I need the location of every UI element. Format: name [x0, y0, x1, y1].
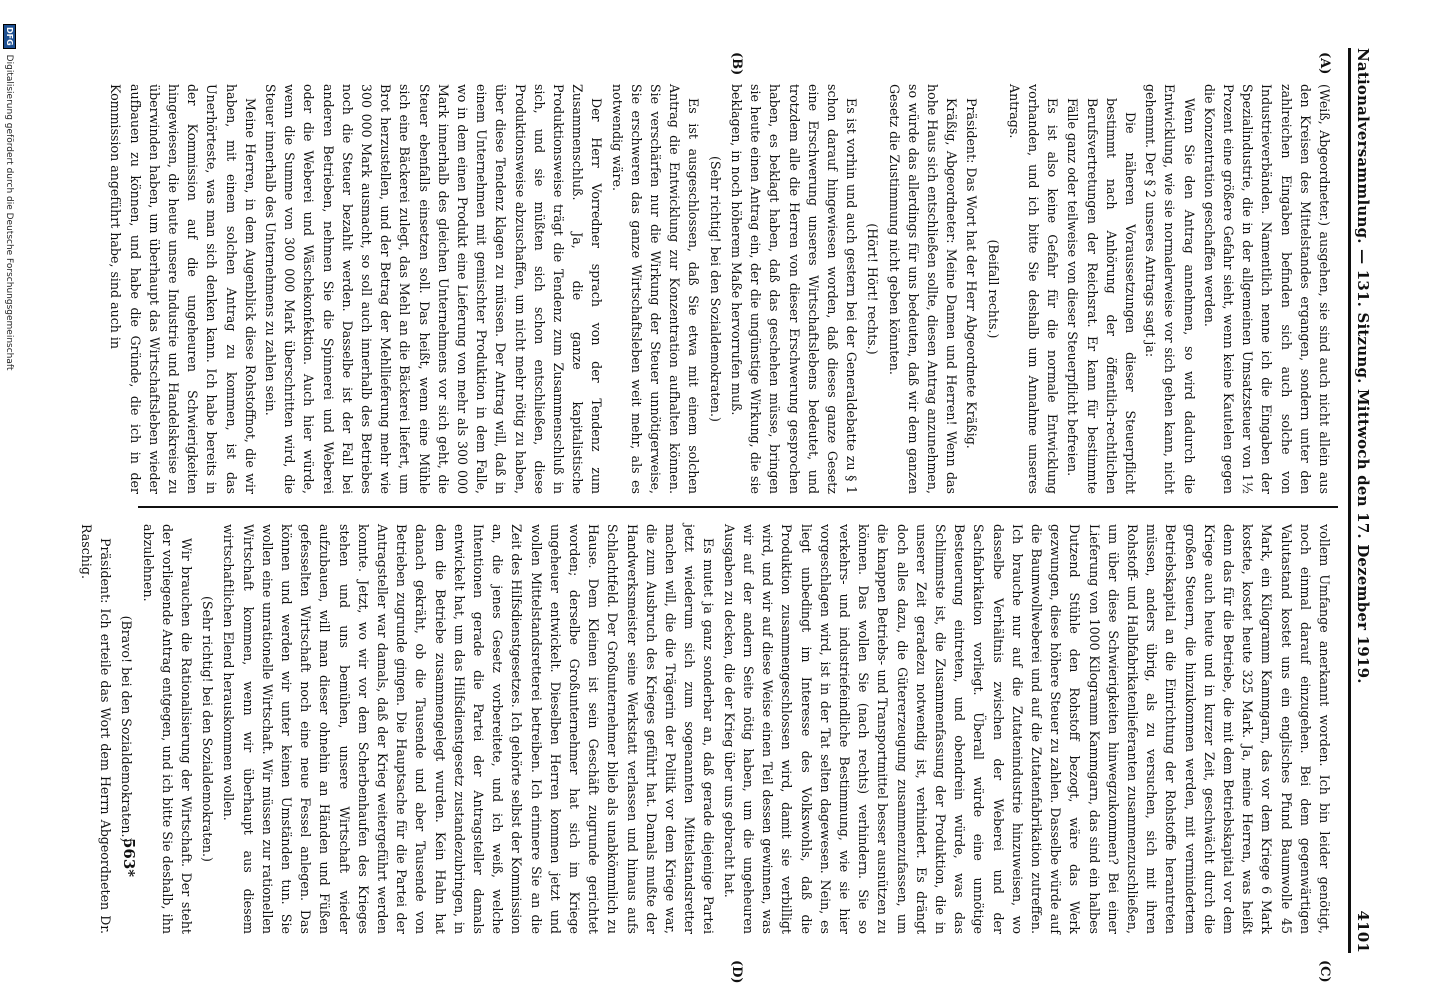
header-rule — [1348, 48, 1351, 953]
paragraph: Es ist vorhin und auch gestern bei der Generaldebatte zu § 1 schon darauf hingewiesen worden, daß dieses ganze Gesetz eine Erschwerung unseres Wirtschaftslebens bedeutet, und trotzdem alle die Herren von dieser Erschwerung gesprochen haben, es beklagt haben, daß das geschehen müsse, bringen sie heute einen Antrag ein, der die ungünstige Wirkung, die sie beklagen, in noch höherem Maße hervorrufen muß. — [728, 84, 860, 494]
page-footer-number: 563* — [120, 838, 138, 878]
credit-text: Digitalisierung gefördert durch die Deutsche Forschungsgemeinschaft — [4, 54, 15, 371]
paragraph: (Weiß, Abgeordneter.) ausgehen, sie sind auch nicht allein aus den Kreisen des Mittelstandes ergangen, sondern unter den zahlreichen Eingaben befinden sich auch solche von Industrieverbänden. Namentlich nenne ich die Eingaben der Spezialindustrie, die in der allgemeinen Umsatzsteuer von 1½ Prozent eine größere Gefahr sieht, wenn keine Kautelen gegen die Konzentration geschaffen werden. — [1201, 84, 1332, 494]
paragraph: Präsident: Das Wort hat der Herr Abgeordnete Kräßig. — [964, 98, 980, 449]
margin-mark-d: (D) — [729, 960, 744, 984]
margin-mark-a: (A) — [1317, 52, 1332, 75]
digitization-credit — [3, 24, 16, 984]
paragraph: Es mutet ja ganz sonderbar an, daß gerade diejenige Partei jetzt wiederum sich zum sogenannten Mittelstandsretter machen will, die die Trägerin der Politik vor dem Kriege war, die zum Ausbruch des Krieges geführt hat. Damals mußte der Handwerksmeister seine Werkstatt verlassen und hinaus aufs Schlachtfeld. Der Großunternehmer blieb als unabkömmlich zu Hause. Dem Kleinen ist sein Geschäft zugrunde gerichtet worden; derselbe Großunternehmer hat sich im Kriege ungeheuer entwickelt. Dieselben Herren kommen jetzt und wollen Mittelstandsretterei betreiben. Ich erinnere Sie an die Zeit des Hilfsdienstgesetzes. Ich gehörte selbst der Kommission an, die jenes Gesetz vorbereitete, und ich weiß, welche Intentionen gerade die Partei der Antragsteller damals entwickelt hat, um das Hilfsdienstgesetz zustandezubringen, in dem die Betriebe zusammengelegt wurden. Kein Hahn hat danach gekräht, ob die Tausende und aber Tausende von Betrieben zugrunde gingen. Die Hauptsache für die Partei der Antragsteller war damals, daß der Krieg weitergeführt werden konnte. Jetzt, wo wir vor dem Scherbenhaufen des Krieges stehen und uns bemühen, unsere Wirtschaft wieder aufzubauen, will man dieser ohnehin an Händen und Füßen gefesselten Wirtschaft noch eine neue Fessel anlegen. Das können und werden wir unter keinen Umständen tun. Sie wollen eine unrationelle Wirtschaft. Wir müssen zur rationellen Wirtschaft kommen, wenn wir überhaupt aus diesem wirtschaftlichen Elend herauskommen wollen. — [221, 524, 717, 934]
column-divider — [138, 506, 1338, 508]
interjection: (Hört! Hört! rechts.) — [865, 223, 881, 355]
left-text-column — [108, 84, 1334, 494]
header-page-number: 4101 — [1354, 910, 1372, 953]
paragraph: Wenn Sie den Antrag annehmen, so wird dadurch die Entwicklung, wie sie normalerweise vor sich gehen kann, nicht gehemmt. Der § 2 unseres Antrags sagt ja: — [1143, 84, 1197, 494]
header-title: Nationalversammlung. — 131. Sitzung. Mittwoch den 17. Dezember 1919. — [1354, 48, 1372, 684]
interjection: (Sehr richtig! bei den Sozialdemokraten.) — [707, 156, 723, 422]
paragraph: Meine Herren, in dem Augenblick diese Rohstoffnot, die wir haben, mit einem solchen Antrag zu kommen, ist das Unerhörteste, was man sich denken kann. Ich habe bereits in der Kommission auf die ungeheuren Schwierigkeiten hingewiesen, die heute unsere Industrie und Handelskreise zu überwinden haben, um überhaupt das Wirtschaftsleben wieder aufbauen zu können, und habe die Gründe, die ich in der Kommission angeführt habe, sind auch in — [108, 84, 258, 494]
paragraph: Wir brauchen die Rationalisierung der Wirtschaft. Der steht der vorliegende Antrag entgegen, und ich bitte Sie deshalb, ihn abzulehnen. — [140, 524, 195, 934]
paragraph: Der Herr Vorredner sprach von der Tendenz zum Zusammenschluß. Ja, die ganze kapitalistische Produktionsweise trägt die Tendenz zum Zusammenschluß in sich, und sie müßten sich schon entschließen, diese Produktionsweise abzuschaffen, um nicht mehr nötig zu haben, über diese Tendenz klagen zu müssen. Der Antrag will, daß in einem Unternehmen mit gemischter Produktion in dem Falle, wo in dem einen Produkt eine Lieferung von mehr als 300 000 Mark innerhalb des gleichen Unternehmens vor sich geht, die Steuer ebenfalls einsetzen soll. Das heißt, wenn eine Mühle sich eine Bäckerei zulegt, das Mehl an die Bäckerei liefert, um Brot herzustellen, und der Betrag der Mehllieferung mehr wie 300 000 Mark ausmacht, so soll auch innerhalb des Betriebes noch die Steuer bezahlt werden. Dasselbe ist der Fall bei anderen Betrieben, nehmen Sie die Spinnerei und Weberei oder die Weberei und Wäschekonfektion. Auch hier würde, wenn die Summe von 300 000 Mark überschritten wird, die Steuer innerhalb des Unternehmens zu zahlen sein. — [263, 84, 605, 494]
margin-mark-c: (C) — [1317, 960, 1332, 983]
paragraph: Kräßig, Abgeordneter: Meine Damen und Herren! Wenn das hohe Haus sich entschließen sollte, diesen Antrag anzunehmen, so würde das allerdings für uns bedeuten, daß wir dem ganzen Gesetz die Zustimmung nicht geben könnten. — [886, 84, 960, 494]
interjection: (Sehr richtig! bei den Sozialdemokraten.) — [200, 596, 216, 862]
dfg-logo: DFG — [3, 24, 16, 49]
margin-mark-b: (B) — [729, 52, 744, 76]
paragraph: vollem Umfange anerkannt worden. Ich bin leider genötigt, noch einmal darauf einzugehen. Bei dem gegenwärtigen Valutastand kostet uns ein englisches Pfund Baumwolle 45 Mark, ein Kilogramm Kammgarn, das vor dem Kriege 6 Mark kostete, kostet heute 325 Mark. Ja, meine Herren, was heißt denn das für die Betriebe, die mit dem Betriebskapital vor dem Kriege auch heute und in kurzer Zeit, geschwächt durch die großen Steuern, die hinzukommen werden, mit vermindertem Betriebskapital an die Einrichtung der Rohstoffe herantreten müssen, anders übrig, als zu versuchen, sich mit ihren Rohstoff- und Halbfabrikatenlieferanten zusammenzuschließen, um über diese Schwierigkeiten hinwegzukommen? Bei einer Lieferung von 1000 Kilogramm Kammgarn, das sind ein halbes Dutzend Stühle den Rohstoff bezogt, wäre das Werk gezwungen, diese höhere Steuer zu zahlen. Dasselbe würde auf die Baumwollweberei und auf die Zutatenfabrikation zutreffen. Ich brauche nur auf die Zutatenindustrie hinzuweisen, wo dasselbe Verhältnis zwischen der Weberei und der Sachfabrikation vorliegt. Überall würde eine unnötige Besteuerung eintreten, und obendrein würde, was das Schlimmste ist, die Zusammenfassung der Produktion, die in unserer Zeit geradezu notwendig ist, verhindert. Es drängt doch alles dazu, die Gütererzeugung zusammenzufassen, um die knappen Betriebs- und Transportmittel besser ausnützen zu können. Das wollen Sie (nach rechts) verhindern. Sie so verkehrs- und industriefeindliche Bestimmung, wie sie hier vorgeschlagen wird, ist in der Tat selten dagewesen. Nein, es liegt unbedingt im Interesse des Volkswohls, daß die Produktion zusammengeschlossen wird, damit sie verbilligt wird, und wir auf diese Weise einen Teil dessen gewinnen, was wir auf der andern Seite nötig haben, um die ungeheuren Ausgaben zu decken, die der Krieg über uns gebracht hat. — [721, 524, 1332, 934]
interjection: (Beifall rechts.) — [985, 239, 1001, 339]
paragraph: Die näheren Voraussetzungen dieser Steuerpflicht bestimmt nach Anhörung der öffentlich-rechtlichen Berufsvertretungen der Reichsrat. Er kann für bestimmte Fälle ganz oder teilweise von dieser Steuerpflicht befreien. — [1065, 98, 1138, 494]
page-header — [1354, 48, 1388, 953]
interjection: (Bravo! bei den Sozialdemokraten.) — [119, 615, 135, 843]
paragraph: Es ist also keine Gefahr für die normale Entwicklung vorhanden, und ich bitte Sie deshalb um Annahme unseres Antrags. — [1006, 84, 1061, 494]
paragraph: Präsident: Ich erteile das Wort dem Herrn Abgeordneten Dr. Raschig. — [79, 524, 114, 934]
paragraph: Es ist ausgeschlossen, daß Sie etwa mit einem solchen Antrag die Entwicklung zur Konzentration aufhalten können. Sie verschärfen nur die Wirkung der Steuer unnötigerweise, Sie erschweren das ganze Wirtschaftsleben weit mehr, als es notwendig wäre. — [609, 84, 702, 494]
